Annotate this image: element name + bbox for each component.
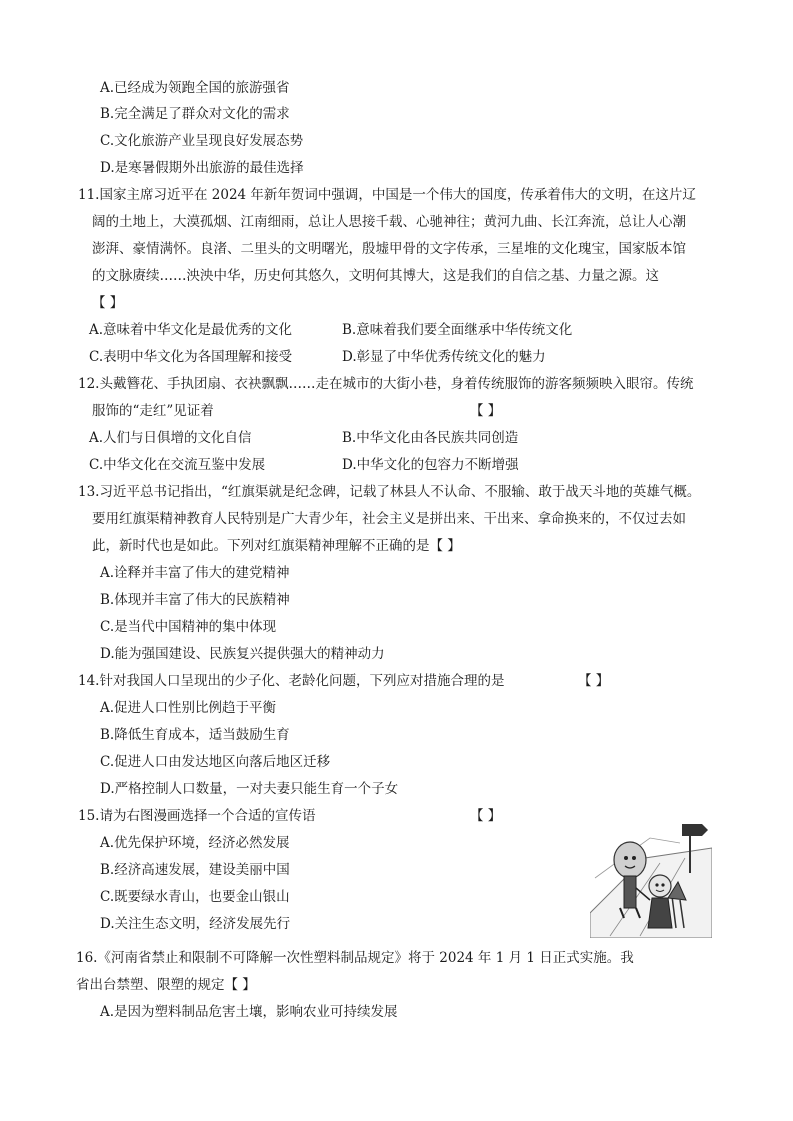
answer-bracket: 【 】 [92, 295, 124, 311]
answer-bracket: 【 】 [578, 673, 610, 689]
question-11-text: 的文脉赓续……泱泱中华，历史何其悠久，文明何其博大，这是我们的自信之基、力量之源。这 [92, 268, 659, 284]
question-15-text: 15.请为右图漫画选择一个合适的宣传语 [78, 808, 316, 824]
option-d: D.关注生态文明，经济发展先行 [100, 916, 291, 932]
option-c: C.是当代中国精神的集中体现 [100, 619, 277, 635]
question-12-text: 12.头戴簪花、手执团扇、衣袂飘飘……走在城市的大街小巷，身着传统服饰的游客频频映入眼帘。传统 [78, 376, 694, 392]
option-d: D.彰显了中华优秀传统文化的魅力 [342, 349, 546, 365]
option-a: A.是因为塑料制品危害土壤，影响农业可持续发展 [100, 1004, 398, 1020]
option-a: A.已经成为领跑全国的旅游强省 [100, 80, 290, 96]
question-13-text: 此，新时代也是如此。下列对红旗渠精神理解不正确的是【 】 [92, 538, 461, 554]
option-c: C.促进人口由发达地区向落后地区迁移 [100, 754, 331, 770]
option-a: A.优先保护环境，经济必然发展 [100, 835, 290, 851]
option-d: D.中华文化的包容力不断增强 [342, 457, 519, 473]
option-a: A.人们与日俱增的文化自信 [89, 430, 252, 446]
cartoon-illustration-icon [590, 818, 712, 938]
question-11-text: 阔的土地上，大漠孤烟、江南细雨，总让人思接千载、心驰神往；黄河九曲、长江奔流，总让人心潮 [92, 214, 686, 230]
answer-bracket: 【 】 [470, 403, 502, 419]
option-b: B.降低生育成本，适当鼓励生育 [100, 727, 290, 743]
question-16-text: 省出台禁塑、限塑的规定【 】 [76, 977, 256, 993]
question-11-text: 11.国家主席习近平在 2024 年新年贺词中强调，中国是一个伟大的国度，传承着伟大的文明，在这片辽 [78, 187, 696, 203]
option-a: A.诠释并丰富了伟大的建党精神 [100, 565, 290, 581]
answer-bracket: 【 】 [470, 808, 502, 824]
option-a: A.促进人口性别比例趋于平衡 [100, 700, 277, 716]
question-16-text: 16.《河南省禁止和限制不可降解一次性塑料制品规定》将于 2024 年 1 月 1 日正式实施。我 [76, 950, 634, 966]
question-13-text: 要用红旗渠精神教育人民特别是广大青少年，社会主义是拼出来、干出来、拿命换来的，不仅过去如 [92, 511, 686, 527]
option-c: C.表明中华文化为各国理解和接受 [89, 349, 293, 365]
option-b: B.完全满足了群众对文化的需求 [100, 106, 290, 122]
option-a: A.意味着中华文化是最优秀的文化 [89, 322, 293, 338]
option-b: B.经济高速发展，建设美丽中国 [100, 862, 290, 878]
question-12-text: 服饰的“走红”见证着 [92, 403, 214, 419]
question-14-text: 14.针对我国人口呈现出的少子化、老龄化问题，下列应对措施合理的是 [78, 673, 505, 689]
question-13-text: 13.习近平总书记指出，“红旗渠就是纪念碑，记载了林县人不认命、不服输、敢于战天斗地的英雄气概。 [78, 484, 701, 500]
option-d: D.是寒暑假期外出旅游的最佳选择 [100, 160, 304, 176]
option-b: B.中华文化由各民族共同创造 [342, 430, 519, 446]
option-c: C.中华文化在交流互鉴中发展 [89, 457, 266, 473]
option-d: D.能为强国建设、民族复兴提供强大的精神动力 [100, 646, 385, 662]
option-c: C.既要绿水青山，也要金山银山 [100, 889, 290, 905]
option-b: B.体现并丰富了伟大的民族精神 [100, 592, 290, 608]
option-b: B.意味着我们要全面继承中华传统文化 [342, 322, 573, 338]
question-11-text: 澎湃、豪情满怀。良渚、二里头的文明曙光，殷墟甲骨的文字传承，三星堆的文化瑰宝，国家版本馆 [92, 241, 686, 257]
option-d: D.严格控制人口数量，一对夫妻只能生育一个子女 [100, 781, 399, 797]
option-c: C.文化旅游产业呈现良好发展态势 [100, 133, 304, 149]
